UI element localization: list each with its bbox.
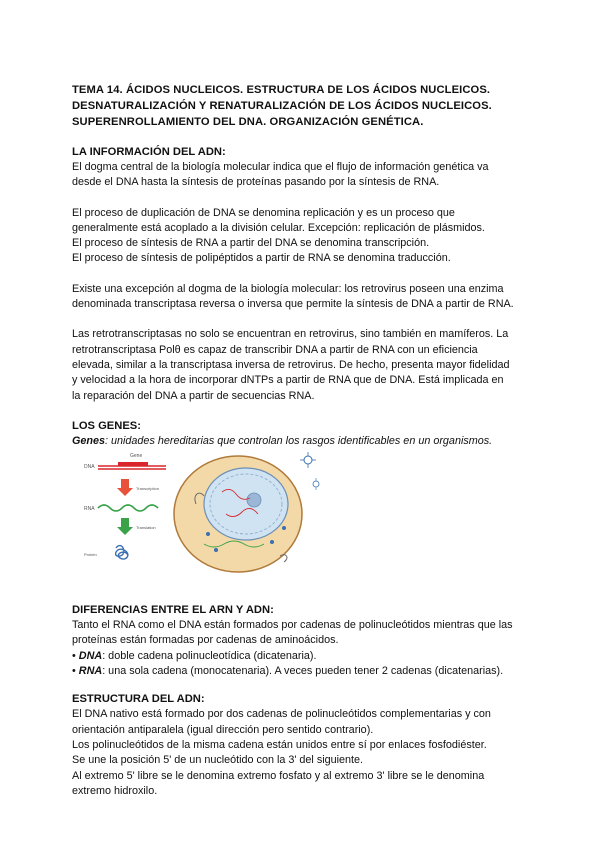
term-dna: DNA: [78, 649, 103, 662]
document-title: [72, 82, 542, 130]
text-line: El DNA nativo está formado por dos cadenas de polinucleótidos complementarias y con: [72, 708, 491, 721]
rna-label: RNA: [84, 506, 95, 512]
virus-icon: [300, 452, 316, 468]
gene-region: [118, 462, 148, 466]
nucleus-icon: [204, 468, 288, 540]
central-dogma-figure: [76, 444, 336, 584]
ribosome-icon: [282, 526, 286, 530]
text-line: El proceso de síntesis de polipéptidos a partir de RNA se denomina traducción.: [72, 252, 451, 265]
rna-strand: [98, 505, 158, 511]
term-rna-text: : una sola cadena (monocatenaria). A veces pueden tener 2 cadenas (dicatenarias).: [102, 665, 504, 678]
cell-illustration: [174, 452, 319, 572]
text-line: El dogma central de la biología molecular indica que el flujo de información genética va: [72, 161, 489, 173]
section-heading-estructura: ESTRUCTURA DEL ADN:: [72, 693, 205, 706]
virus-icon: [313, 478, 319, 490]
text-line: retrotranscriptasa Polθ es capaz de transcribir DNA a partir de RNA con un eficiencia: [72, 343, 478, 356]
list-item-dna: [72, 649, 542, 664]
paragraph-dogma: [72, 160, 542, 191]
text-line: Los polinucleótidos de la misma cadena están unidos entre sí por enlaces fosfodiéster.: [72, 738, 487, 751]
translation-label: Translation: [136, 525, 156, 530]
text-line: Existe una excepción al dogma de la biología molecular: los retrovirus poseen una enzima: [72, 282, 504, 295]
document-page: [72, 82, 542, 799]
text-line: orientación antiparalela (igual dirección pero sentido contrario).: [72, 723, 374, 736]
text-line: denominada transcriptasa reversa o inversa que permite la síntesis de DNA a partir de RNA.: [72, 298, 514, 311]
title-line-2: DESNATURALIZACIÓN Y RENATURALIZACIÓN DE LOS ÁCIDOS NUCLEICOS.: [72, 100, 492, 112]
text-line: El proceso de duplicación de DNA se denomina replicación y es un proceso que: [72, 206, 455, 219]
paragraph-excepcion: [72, 282, 542, 313]
paragraph-procesos: [72, 206, 542, 267]
bullet: •: [72, 665, 79, 678]
text-line: extremo hidroxilo.: [72, 784, 158, 797]
paragraph-estructura: [72, 707, 542, 799]
dogma-schematic: [84, 453, 166, 559]
section-heading-genes: LOS GENES:: [72, 419, 141, 432]
text-line: El proceso de síntesis de RNA a partir del DNA se denomina transcripción.: [72, 237, 430, 250]
protein-label: Protein: [84, 552, 97, 557]
genes-definition-text: : unidades hereditarias que controlan los rasgos identificables en un organismos.: [105, 434, 493, 447]
text-line: Al extremo 5' libre se le denomina extremo fosfato y al extremo 3' libre se le denomina: [72, 769, 485, 782]
text-line: Se une la posición 5' de un nucleótido con la 3' del siguiente.: [72, 754, 364, 767]
translation-arrow-icon: [117, 518, 133, 535]
text-line: Las retrotranscriptasas no solo se encuentran en retrovirus, sino también en mamíferos. La: [72, 328, 509, 341]
genes-term: Genes: [72, 434, 106, 447]
transcription-label: Transcription: [136, 486, 159, 491]
transcription-arrow-icon: [117, 479, 133, 496]
text-line: la reparación del DNA a partir de secuencias RNA.: [72, 389, 315, 402]
list-item-rna: [72, 664, 542, 679]
section-heading-informacion: LA INFORMACIÓN DEL ADN:: [72, 146, 226, 158]
term-rna: RNA: [78, 665, 103, 678]
ribosome-icon: [214, 548, 218, 552]
ribosome-icon: [206, 532, 210, 536]
ribosome-icon: [270, 540, 274, 544]
title-line-3: SUPERENROLLAMIENTO DEL DNA. ORGANIZACIÓN GENÉTICA.: [72, 116, 424, 128]
nucleolus-icon: [247, 493, 261, 507]
paragraph-diferencias: [72, 618, 542, 679]
paragraph-retrotranscriptasas: [72, 327, 542, 403]
text-line: desde el DNA hasta la síntesis de proteínas pasando por la síntesis de RNA.: [72, 176, 440, 189]
text-line: proteínas están formadas por cadenas de aminoácidos.: [72, 634, 339, 647]
title-line-1: TEMA 14. ÁCIDOS NUCLEICOS. ESTRUCTURA DE LOS ÁCIDOS NUCLEICOS.: [72, 84, 491, 96]
bullet: •: [72, 649, 79, 662]
protein-coil-icon: [116, 546, 128, 560]
gene-label: Gene: [130, 453, 143, 459]
section-heading-diferencias: DIFERENCIAS ENTRE EL ARN Y ADN:: [72, 604, 274, 617]
text-line: Tanto el RNA como el DNA están formados por cadenas de polinucleótidos mientras que las: [72, 619, 513, 632]
text-line: elevada, similar a la transcriptasa inversa de retrovirus. De hecho, presenta mayor fidelidad: [72, 358, 510, 371]
dna-label: DNA: [84, 464, 95, 470]
text-line: generalmente está acoplado a la división celular. Excepción: replicación de plásmidos.: [72, 221, 485, 234]
term-dna-text: : doble cadena polinucleotídica (dicatenaria).: [102, 649, 317, 662]
text-line: y velocidad a la hora de incorporar dNTPs a partir de RNA que de DNA. Está implicada en: [72, 374, 504, 387]
